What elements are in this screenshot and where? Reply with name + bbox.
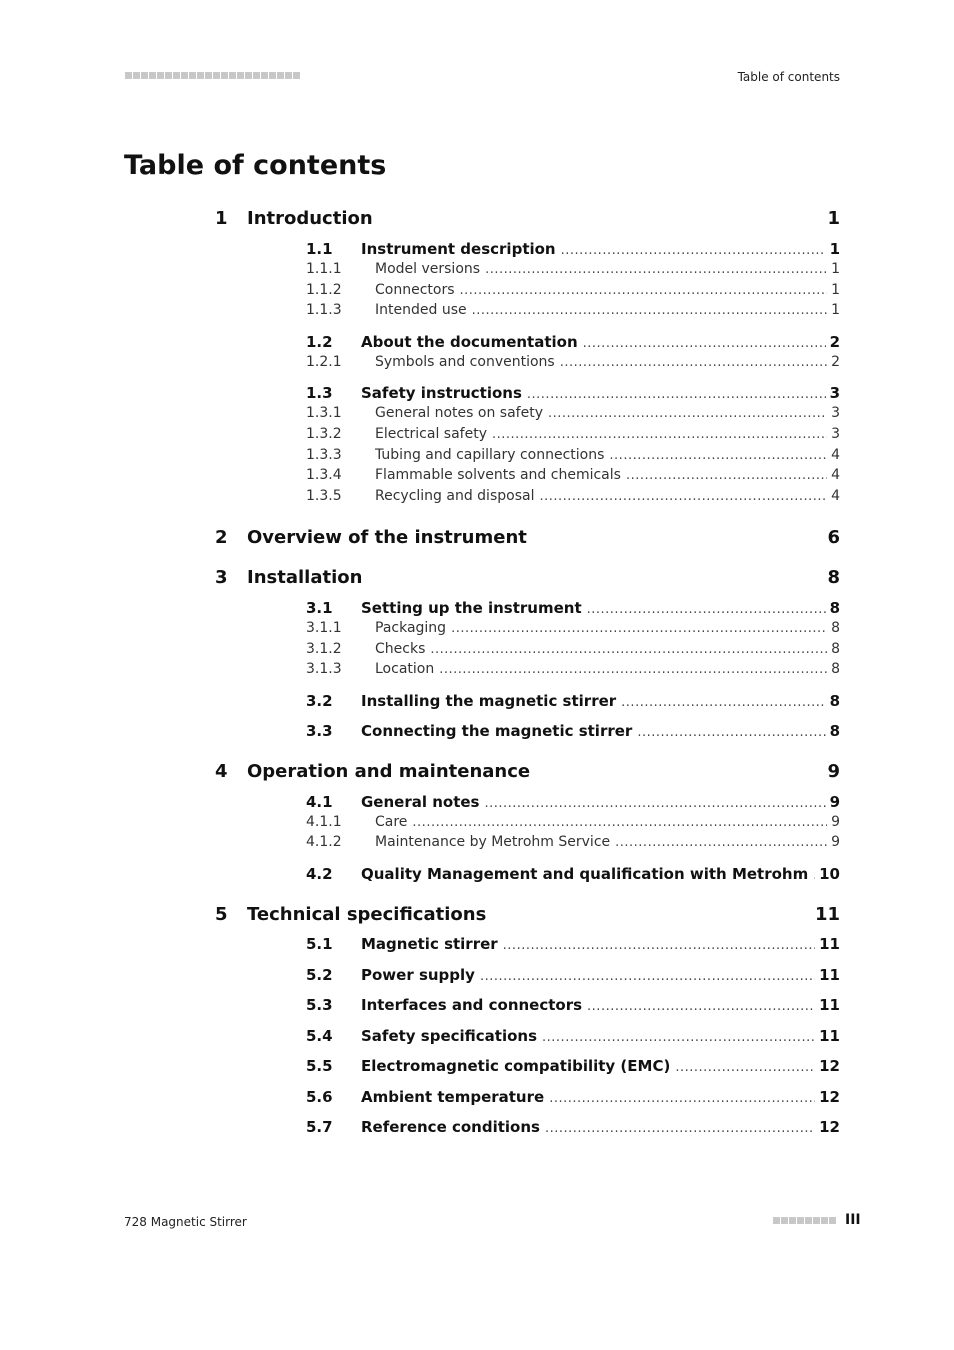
- running-header: Table of contents: [737, 70, 840, 84]
- toc-entry-line: [375, 488, 840, 504]
- toc-entry-number: 4.1: [306, 793, 333, 811]
- toc-entry-number: 1.1.3: [306, 302, 342, 318]
- toc-entry-number: 5.6: [306, 1088, 333, 1106]
- toc-entry-page: 9: [831, 834, 840, 850]
- toc-entry-number: 1.2.1: [306, 354, 342, 370]
- dot-leader: [637, 725, 825, 740]
- toc-entry-page: 1: [829, 240, 840, 258]
- toc-entry-line: [361, 1088, 840, 1106]
- toc-entry-title: Interfaces and connectors: [361, 996, 583, 1014]
- toc-entry-number: 5.5: [306, 1057, 333, 1075]
- toc-entry-title: Flammable solvents and chemicals: [375, 467, 621, 483]
- toc-entry-page: 11: [819, 935, 840, 953]
- dot-leader: [539, 489, 827, 504]
- decorative-square: [245, 72, 252, 79]
- toc-entry-title: Model versions: [375, 261, 481, 277]
- toc-entry-line: [375, 354, 840, 370]
- toc-entry-title: Safety instructions: [361, 384, 522, 402]
- toc-entry-line: [375, 302, 840, 318]
- toc-entry-number: 4: [215, 761, 228, 782]
- toc-entry-page: 8: [827, 567, 840, 588]
- toc-entry-page: 4: [831, 467, 840, 483]
- dot-leader: [430, 642, 827, 657]
- decorative-square: [253, 72, 260, 79]
- toc-entry-number: 1.3.1: [306, 405, 342, 421]
- toc-entry-page: 8: [829, 599, 840, 617]
- toc-entry-line: [375, 282, 840, 298]
- toc-entry-page: 11: [814, 904, 840, 925]
- decorative-square: [781, 1217, 788, 1224]
- dot-leader: [587, 602, 826, 617]
- toc-entry-line: [361, 333, 840, 351]
- decorative-square: [829, 1217, 836, 1224]
- toc-entry-line: [375, 814, 840, 830]
- toc-entry-title: General notes on safety: [375, 405, 543, 421]
- toc-entry-title: Introduction: [247, 208, 373, 229]
- dot-leader: [587, 999, 815, 1014]
- toc-entry-line: [361, 793, 840, 811]
- toc-entry-number: 1: [215, 208, 228, 229]
- toc-entry-line: [375, 834, 840, 850]
- toc-entry-page: 1: [831, 302, 840, 318]
- toc-entry-line: [361, 865, 840, 883]
- toc-entry-line: [375, 641, 840, 657]
- decorative-square: [213, 72, 220, 79]
- toc-entry-number: 3.1.1: [306, 620, 342, 636]
- decorative-square: [205, 72, 212, 79]
- toc-entry-number: 4.1.2: [306, 834, 342, 850]
- toc-entry-line: [361, 384, 840, 402]
- toc-entry-title: About the documentation: [361, 333, 578, 351]
- toc-entry-number: 4.2: [306, 865, 333, 883]
- decorative-square: [181, 72, 188, 79]
- toc-entry-page: 3: [831, 426, 840, 442]
- toc-entry-number: 2: [215, 527, 228, 548]
- toc-entry-page: 9: [829, 793, 840, 811]
- toc-entry-number: 1.1.2: [306, 282, 342, 298]
- toc-entry-page: 8: [831, 641, 840, 657]
- dot-leader: [626, 468, 827, 483]
- toc-entry-title: Connecting the magnetic stirrer: [361, 722, 633, 740]
- toc-entry-number: 3.3: [306, 722, 333, 740]
- toc-entry-page: 3: [829, 384, 840, 402]
- toc-entry-page: 4: [831, 488, 840, 504]
- toc-entry-title: Ambient temperature: [361, 1088, 545, 1106]
- dot-leader: [412, 815, 827, 830]
- dot-leader: [485, 262, 827, 277]
- dot-leader: [549, 1091, 815, 1106]
- dot-leader: [583, 336, 826, 351]
- decorative-square: [789, 1217, 796, 1224]
- toc-entry-title: Technical specifications: [247, 904, 487, 925]
- page-title: Table of contents: [124, 150, 387, 181]
- toc-entry-title: Care: [375, 814, 408, 830]
- toc-entry-line: [375, 447, 840, 463]
- toc-entry-title: Setting up the instrument: [361, 599, 582, 617]
- toc-entry-number: 3: [215, 567, 228, 588]
- toc-entry-title: Instrument description: [361, 240, 556, 258]
- dot-leader: [545, 1121, 815, 1136]
- dot-leader: [484, 796, 825, 811]
- toc-entry-number: 5.3: [306, 996, 333, 1014]
- toc-entry-page: 1: [827, 208, 840, 229]
- page-number: III: [845, 1212, 861, 1228]
- toc-entry-page: 2: [829, 333, 840, 351]
- toc-entry-title: General notes: [361, 793, 480, 811]
- toc-entry-page: 8: [831, 620, 840, 636]
- dot-leader: [480, 969, 815, 984]
- toc-entry-number: 5.1: [306, 935, 333, 953]
- toc-entry-line: [361, 1057, 840, 1075]
- toc-entry-page: 1: [831, 261, 840, 277]
- toc-entry-page: 11: [819, 1027, 840, 1045]
- dot-leader: [548, 406, 827, 421]
- dot-leader: [527, 387, 826, 402]
- toc-entry-number: 1.3.2: [306, 426, 342, 442]
- decorative-square: [149, 72, 156, 79]
- toc-entry-number: 1.1: [306, 240, 333, 258]
- toc-entry-number: 1.3.3: [306, 447, 342, 463]
- decorative-square: [237, 72, 244, 79]
- toc-entry-number: 5.7: [306, 1118, 333, 1136]
- toc-entry-page: 11: [819, 966, 840, 984]
- dot-leader: [472, 303, 827, 318]
- decorative-square: [813, 1217, 820, 1224]
- toc-entry-title: Symbols and conventions: [375, 354, 555, 370]
- toc-entry-title: Reference conditions: [361, 1118, 540, 1136]
- toc-entry-title: Operation and maintenance: [247, 761, 531, 782]
- decorative-square: [261, 72, 268, 79]
- toc-entry-page: 12: [819, 1118, 840, 1136]
- toc-entry-line: [375, 426, 840, 442]
- toc-entry-page: 8: [829, 692, 840, 710]
- decorative-square: [197, 72, 204, 79]
- toc-entry-title: Tubing and capillary connections: [375, 447, 605, 463]
- toc-entry-number: 4.1.1: [306, 814, 342, 830]
- decorative-square: [821, 1217, 828, 1224]
- toc-entry-line: [375, 661, 840, 677]
- footer-product-name: 728 Magnetic Stirrer: [124, 1215, 247, 1229]
- toc-entry-number: 3.1.2: [306, 641, 342, 657]
- toc-entry-page: 4: [831, 447, 840, 463]
- toc-entry-line: [361, 692, 840, 710]
- decorative-square: [285, 72, 292, 79]
- decorative-square: [221, 72, 228, 79]
- toc-entry-line: [375, 261, 840, 277]
- toc-entry-title: Connectors: [375, 282, 455, 298]
- decorative-square: [773, 1217, 780, 1224]
- toc-entry-line: [361, 935, 840, 953]
- decorative-square: [165, 72, 172, 79]
- toc-entry-title: Overview of the instrument: [247, 527, 527, 548]
- toc-entry-page: 12: [819, 1057, 840, 1075]
- toc-entry-title: Safety specifications: [361, 1027, 538, 1045]
- toc-entry-title: Electrical safety: [375, 426, 487, 442]
- toc-entry-page: 1: [831, 282, 840, 298]
- toc-entry-line: [361, 599, 840, 617]
- toc-entry-title: Intended use: [375, 302, 467, 318]
- decorative-square: [173, 72, 180, 79]
- toc-entry-title: Checks: [375, 641, 426, 657]
- toc-entry-page: 11: [819, 996, 840, 1014]
- toc-entry-number: 3.1.3: [306, 661, 342, 677]
- dot-leader: [560, 355, 827, 370]
- toc-entry-title: Magnetic stirrer: [361, 935, 498, 953]
- toc-entry-line: [375, 620, 840, 636]
- decorative-square: [269, 72, 276, 79]
- toc-entry-line: [361, 966, 840, 984]
- toc-entry-number: 5: [215, 904, 228, 925]
- toc-entry-line: [361, 1027, 840, 1045]
- toc-entry-line: [361, 996, 840, 1014]
- toc-entry-line: [375, 405, 840, 421]
- dot-leader: [615, 835, 827, 850]
- dot-leader: [621, 695, 825, 710]
- toc-entry-page: 8: [831, 661, 840, 677]
- dot-leader: [439, 662, 827, 677]
- toc-entry-number: 1.1.1: [306, 261, 342, 277]
- header-decoration: [125, 72, 300, 79]
- footer-decoration: [773, 1217, 836, 1224]
- decorative-square: [125, 72, 132, 79]
- toc-entry-title: Packaging: [375, 620, 447, 636]
- toc-entry-page: 9: [827, 761, 840, 782]
- toc-entry-number: 5.4: [306, 1027, 333, 1045]
- toc-entry-page: 9: [831, 814, 840, 830]
- dot-leader: [542, 1030, 815, 1045]
- dot-leader: [451, 621, 827, 636]
- toc-entry-title: Quality Management and qualification with Metrohm: [361, 865, 809, 883]
- toc-entry-title: Installation: [247, 567, 363, 588]
- decorative-square: [157, 72, 164, 79]
- decorative-square: [229, 72, 236, 79]
- dot-leader: [460, 283, 828, 298]
- decorative-square: [133, 72, 140, 79]
- toc-entry-title: Power supply: [361, 966, 475, 984]
- toc-entry-number: 1.3: [306, 384, 333, 402]
- toc-entry-page: 8: [829, 722, 840, 740]
- toc-entry-title: Electromagnetic compatibility (EMC): [361, 1057, 671, 1075]
- dot-leader: [503, 938, 815, 953]
- toc-entry-number: 5.2: [306, 966, 333, 984]
- decorative-square: [277, 72, 284, 79]
- toc-entry-number: 1.2: [306, 333, 333, 351]
- toc-entry-title: Maintenance by Metrohm Service: [375, 834, 611, 850]
- toc-entry-title: Location: [375, 661, 435, 677]
- toc-entry-line: [361, 722, 840, 740]
- toc-entry-number: 3.1: [306, 599, 333, 617]
- toc-entry-page: 3: [831, 405, 840, 421]
- toc-entry-line: [375, 467, 840, 483]
- dot-leader: [561, 243, 826, 258]
- decorative-square: [805, 1217, 812, 1224]
- dot-leader: [675, 1060, 815, 1075]
- toc-entry-line: [361, 1118, 840, 1136]
- toc-entry-page: 2: [831, 354, 840, 370]
- decorative-square: [797, 1217, 804, 1224]
- toc-entry-title: Recycling and disposal: [375, 488, 535, 504]
- toc-entry-number: 1.3.4: [306, 467, 342, 483]
- dot-leader: [609, 448, 827, 463]
- decorative-square: [141, 72, 148, 79]
- toc-entry-line: [361, 240, 840, 258]
- toc-entry-page: 6: [827, 527, 840, 548]
- decorative-square: [189, 72, 196, 79]
- toc-entry-title: Installing the magnetic stirrer: [361, 692, 617, 710]
- dot-leader: [492, 427, 827, 442]
- toc-entry-page: 12: [819, 1088, 840, 1106]
- toc-entry-page: 10: [819, 865, 840, 883]
- decorative-square: [293, 72, 300, 79]
- toc-entry-number: 1.3.5: [306, 488, 342, 504]
- toc-entry-number: 3.2: [306, 692, 333, 710]
